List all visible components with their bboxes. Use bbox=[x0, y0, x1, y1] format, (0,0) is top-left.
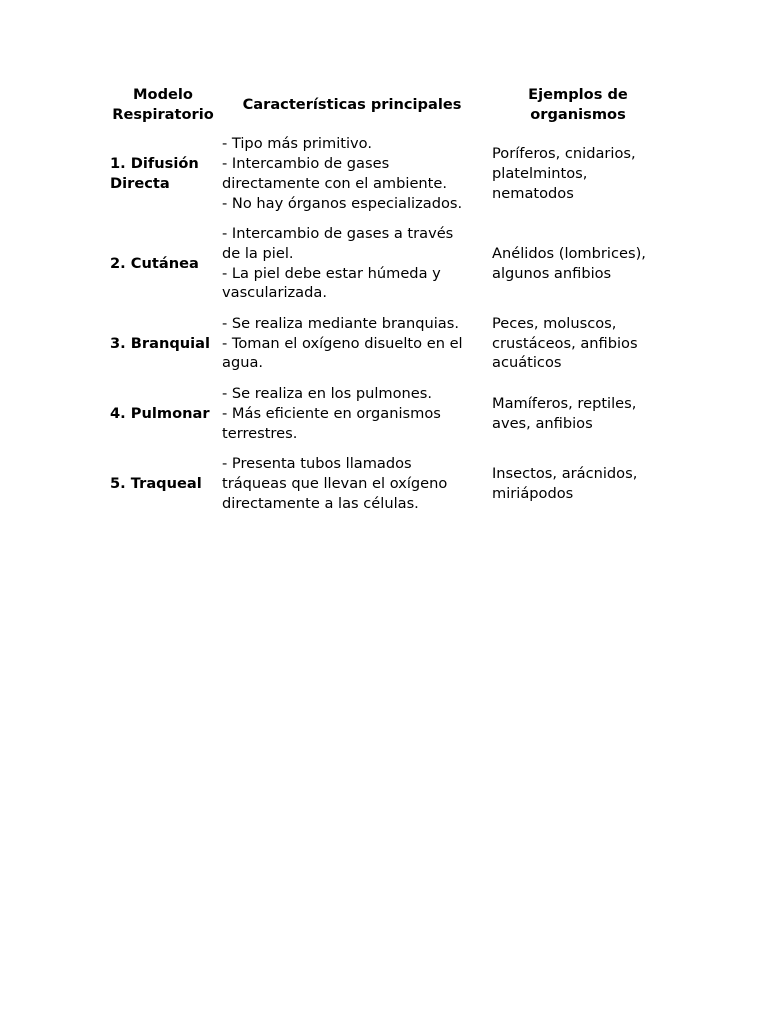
header-examples: Ejemplos de organismos bbox=[528, 86, 628, 123]
table-row bbox=[108, 129, 666, 219]
row-characteristics: - Tipo más primitivo. - Intercambio de gases directamente con el ambiente. - No hay órganos especializados. bbox=[222, 135, 463, 212]
table-row bbox=[108, 449, 666, 519]
row-characteristics: - Se realiza mediante branquias. - Toman el oxígeno disuelto en el agua. bbox=[222, 315, 463, 372]
row-examples: Mamíferos, reptiles, aves, anfibios bbox=[492, 394, 637, 432]
row-model: 1. Difusión Directa bbox=[110, 155, 199, 192]
table-row bbox=[108, 379, 666, 449]
row-examples: Insectos, arácnidos, miriápodos bbox=[492, 465, 638, 502]
row-characteristics: - Presenta tubos llamados tráqueas que llevan el oxígeno directamente a las células. bbox=[222, 455, 448, 512]
row-characteristics: - Intercambio de gases a través de la piel. - La piel debe estar húmeda y vascularizada. bbox=[222, 225, 454, 302]
row-examples: Peces, moluscos, crustáceos, anfibios acuáticos bbox=[492, 315, 638, 372]
row-model: 3. Branquial bbox=[110, 334, 211, 352]
table-row bbox=[108, 309, 666, 379]
header-model: Modelo Respiratorio bbox=[112, 86, 214, 123]
row-model: 5. Traqueal bbox=[110, 474, 202, 492]
row-model: 4. Pulmonar bbox=[110, 404, 210, 422]
table-row bbox=[108, 219, 666, 309]
header-characteristics: Características principales bbox=[242, 95, 462, 113]
respiratory-models-table bbox=[108, 82, 666, 519]
table-header-row bbox=[108, 82, 666, 129]
row-characteristics: - Se realiza en los pulmones. - Más eficiente en organismos terrestres. bbox=[222, 385, 441, 442]
row-examples: Poríferos, cnidarios, platelmintos, nematodos bbox=[492, 145, 636, 202]
row-model: 2. Cutánea bbox=[110, 254, 199, 272]
row-examples: Anélidos (lombrices), algunos anfibios bbox=[492, 244, 646, 282]
